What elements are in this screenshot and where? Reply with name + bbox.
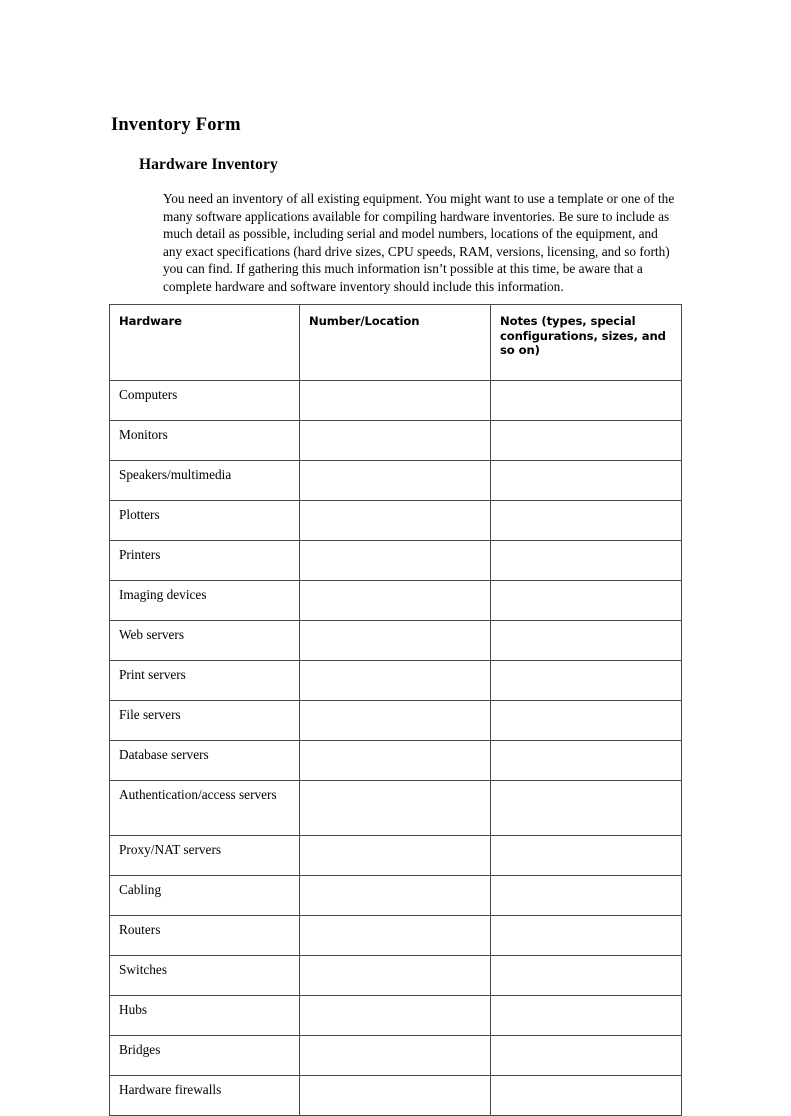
cell-number-location-empty <box>309 386 482 387</box>
cell-hardware-label: Plotters <box>119 507 160 522</box>
cell-notes-empty <box>500 666 673 667</box>
cell-hardware-label: Bridges <box>119 1042 161 1057</box>
cell-hardware-label: Database servers <box>119 747 209 762</box>
cell-hardware <box>110 621 300 661</box>
column-header-number-location: Number/Location <box>300 305 491 381</box>
cell-hardware <box>110 541 300 581</box>
cell-notes[interactable] <box>491 501 682 541</box>
cell-number-location-empty <box>309 961 482 962</box>
hardware-inventory-table <box>109 304 682 1116</box>
table-row <box>110 781 682 836</box>
cell-notes[interactable] <box>491 541 682 581</box>
cell-notes-empty <box>500 586 673 587</box>
cell-hardware-label: Print servers <box>119 667 186 682</box>
cell-number-location[interactable] <box>300 916 491 956</box>
cell-hardware <box>110 501 300 541</box>
cell-number-location[interactable] <box>300 1076 491 1116</box>
table-row <box>110 541 682 581</box>
cell-number-location-empty <box>309 666 482 667</box>
cell-number-location[interactable] <box>300 996 491 1036</box>
cell-number-location-empty <box>309 586 482 587</box>
cell-notes-empty <box>500 1081 673 1082</box>
cell-notes[interactable] <box>491 421 682 461</box>
cell-hardware <box>110 1036 300 1076</box>
cell-number-location[interactable] <box>300 956 491 996</box>
cell-hardware-label: Cabling <box>119 882 162 897</box>
cell-notes[interactable] <box>491 381 682 421</box>
cell-hardware <box>110 956 300 996</box>
cell-notes-empty <box>500 386 673 387</box>
cell-number-location[interactable] <box>300 781 491 836</box>
cell-hardware-label: Monitors <box>119 427 168 442</box>
cell-notes[interactable] <box>491 461 682 501</box>
cell-number-location-empty <box>309 1081 482 1082</box>
table-row <box>110 836 682 876</box>
cell-notes-empty <box>500 746 673 747</box>
cell-number-location-empty <box>309 921 482 922</box>
table-row <box>110 1036 682 1076</box>
column-header-hardware: Hardware <box>110 305 300 381</box>
cell-hardware-label: Imaging devices <box>119 587 207 602</box>
cell-notes[interactable] <box>491 581 682 621</box>
cell-number-location-empty <box>309 546 482 547</box>
cell-hardware-label: Routers <box>119 922 161 937</box>
table-row <box>110 621 682 661</box>
cell-notes-empty <box>500 626 673 627</box>
cell-notes[interactable] <box>491 701 682 741</box>
cell-hardware-label: Speakers/multimedia <box>119 467 232 482</box>
table-header <box>110 305 682 381</box>
page-title: Inventory Form <box>111 115 241 136</box>
table-row <box>110 421 682 461</box>
table-row <box>110 661 682 701</box>
cell-notes[interactable] <box>491 1036 682 1076</box>
cell-number-location[interactable] <box>300 701 491 741</box>
cell-hardware <box>110 836 300 876</box>
cell-hardware-label: File servers <box>119 707 181 722</box>
cell-notes-empty <box>500 921 673 922</box>
cell-hardware-label: Hardware firewalls <box>119 1082 222 1097</box>
cell-hardware-label: Switches <box>119 962 168 977</box>
cell-number-location-empty <box>309 626 482 627</box>
cell-notes-empty <box>500 786 673 787</box>
cell-number-location-empty <box>309 841 482 842</box>
intro-paragraph: You need an inventory of all existing equipment. You might want to use a template or one of the many software applications available for compiling hardware inventories. Be sure to include as much detail as possible, including serial and model numbers, locations of the equipment, and any exact specifications (hard drive sizes, CPU speeds, RAM, versions, licensing, and so forth) you can find. If gathering this much information isn’t possible at this time, be aware that a complete hardware and software inventory should include this information. <box>163 191 675 294</box>
cell-number-location[interactable] <box>300 421 491 461</box>
cell-number-location[interactable] <box>300 876 491 916</box>
column-header-notes: Notes (types, special configurations, sizes, and so on) <box>491 305 682 381</box>
cell-hardware <box>110 661 300 701</box>
cell-number-location[interactable] <box>300 1036 491 1076</box>
cell-notes[interactable] <box>491 621 682 661</box>
cell-notes-empty <box>500 426 673 427</box>
cell-hardware-label: Web servers <box>119 627 185 642</box>
cell-hardware <box>110 1076 300 1116</box>
cell-hardware <box>110 876 300 916</box>
table-header-row <box>110 305 682 381</box>
cell-number-location[interactable] <box>300 581 491 621</box>
table-row <box>110 996 682 1036</box>
cell-notes-empty <box>500 961 673 962</box>
table-row <box>110 501 682 541</box>
cell-hardware <box>110 701 300 741</box>
cell-hardware <box>110 581 300 621</box>
cell-notes[interactable] <box>491 836 682 876</box>
cell-notes[interactable] <box>491 876 682 916</box>
cell-notes-empty <box>500 506 673 507</box>
cell-hardware <box>110 381 300 421</box>
cell-hardware-label: Authentication/access servers <box>119 787 277 802</box>
table-row <box>110 876 682 916</box>
cell-notes[interactable] <box>491 996 682 1036</box>
cell-number-location[interactable] <box>300 381 491 421</box>
cell-notes-empty <box>500 706 673 707</box>
cell-hardware-label: Printers <box>119 547 161 562</box>
cell-number-location-empty <box>309 506 482 507</box>
cell-hardware <box>110 996 300 1036</box>
cell-notes-empty <box>500 1041 673 1042</box>
table-row <box>110 741 682 781</box>
cell-number-location-empty <box>309 466 482 467</box>
cell-number-location[interactable] <box>300 661 491 701</box>
cell-number-location-empty <box>309 1041 482 1042</box>
cell-notes-empty <box>500 466 673 467</box>
cell-notes[interactable] <box>491 956 682 996</box>
cell-hardware-label: Hubs <box>119 1002 148 1017</box>
cell-number-location-empty <box>309 426 482 427</box>
cell-number-location[interactable] <box>300 541 491 581</box>
cell-notes[interactable] <box>491 1076 682 1116</box>
cell-number-location-empty <box>309 706 482 707</box>
cell-number-location[interactable] <box>300 461 491 501</box>
table-row <box>110 381 682 421</box>
cell-number-location[interactable] <box>300 621 491 661</box>
cell-number-location[interactable] <box>300 501 491 541</box>
section-heading: Hardware Inventory <box>139 155 278 173</box>
cell-notes[interactable] <box>491 661 682 701</box>
table-row <box>110 581 682 621</box>
cell-hardware-label: Computers <box>119 387 178 402</box>
cell-number-location-empty <box>309 786 482 787</box>
table-row <box>110 701 682 741</box>
table-row <box>110 461 682 501</box>
cell-notes[interactable] <box>491 916 682 956</box>
cell-number-location-empty <box>309 746 482 747</box>
cell-number-location-empty <box>309 881 482 882</box>
table-row <box>110 1076 682 1116</box>
cell-number-location[interactable] <box>300 741 491 781</box>
cell-notes[interactable] <box>491 781 682 836</box>
cell-hardware <box>110 781 300 836</box>
cell-number-location-empty <box>309 1001 482 1002</box>
cell-notes-empty <box>500 1001 673 1002</box>
cell-notes[interactable] <box>491 741 682 781</box>
table-body <box>110 381 682 1116</box>
cell-hardware-label: Proxy/NAT servers <box>119 842 222 857</box>
cell-notes-empty <box>500 881 673 882</box>
cell-hardware <box>110 916 300 956</box>
cell-hardware <box>110 421 300 461</box>
table-row <box>110 956 682 996</box>
cell-number-location[interactable] <box>300 836 491 876</box>
table-row <box>110 916 682 956</box>
cell-notes-empty <box>500 546 673 547</box>
cell-notes-empty <box>500 841 673 842</box>
cell-hardware <box>110 461 300 501</box>
cell-hardware <box>110 741 300 781</box>
